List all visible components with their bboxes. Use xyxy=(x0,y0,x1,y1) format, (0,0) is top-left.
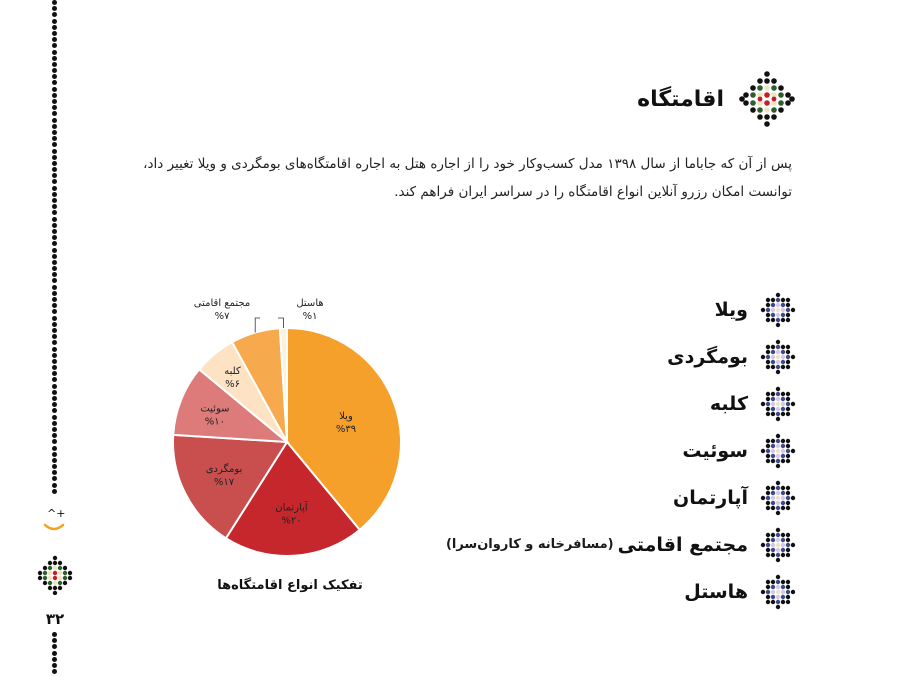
rail-ornament-icon xyxy=(37,555,73,595)
section-header xyxy=(637,70,796,128)
ornament-bullet-icon xyxy=(760,386,796,422)
rail-dot xyxy=(52,198,57,203)
rail-dot xyxy=(52,458,57,463)
rail-dot xyxy=(52,464,57,469)
pie-slice-value: %۱ xyxy=(302,311,318,322)
rail-dot xyxy=(52,415,57,420)
rail-dot xyxy=(52,353,57,358)
list-item xyxy=(446,333,796,380)
pie-slice-value: %۲۰ xyxy=(281,515,302,527)
rail-dot xyxy=(52,334,57,339)
list-item-label: هاستل xyxy=(684,580,748,603)
list-item xyxy=(446,380,796,427)
rail-dot xyxy=(52,111,57,116)
pie-slice-name: سوئیت xyxy=(200,403,230,415)
rail-dot xyxy=(52,632,57,637)
rail-dot xyxy=(52,316,57,321)
pie-slice-value: %۶ xyxy=(225,379,240,391)
intro-paragraph: پس از آن که جاباما از سال ۱۳۹۸ مدل کسب‌وکار خود را از اجاره هتل به اجاره اقامتگاه‌های بومگردی و ویلا تغییر داد، توانست امکان رزرو آنلاین انواع اقامتگاه را در سراسر ایران فراهم کند. xyxy=(143,156,792,200)
list-item xyxy=(446,568,796,615)
ornament-bullet-icon xyxy=(760,574,796,610)
rail-dot xyxy=(52,19,57,24)
rail-dot xyxy=(52,303,57,308)
rail-dot xyxy=(52,149,57,154)
pie-slice-value: %۱۰ xyxy=(204,416,226,428)
rail-dot xyxy=(52,179,57,184)
rail-dot xyxy=(52,136,57,141)
rail-dot xyxy=(52,365,57,370)
rail-dots-bottom xyxy=(48,632,60,675)
svg-text:^+: ^+ xyxy=(47,507,66,520)
rail-dot xyxy=(52,476,57,481)
pie-slice-value: %۳۹ xyxy=(335,423,357,435)
rail-dot xyxy=(52,371,57,376)
rail-dot xyxy=(52,260,57,265)
pie-chart xyxy=(160,290,420,580)
rail-dot xyxy=(52,470,57,475)
ornament-bullet-icon xyxy=(760,480,796,516)
rail-dot xyxy=(52,167,57,172)
rail-dot xyxy=(52,402,57,407)
rail-dot xyxy=(52,74,57,79)
rail-dot xyxy=(52,328,57,333)
rail-dot xyxy=(52,204,57,209)
ornament-bullet-icon xyxy=(760,292,796,328)
list-item-label: آپارتمان xyxy=(673,486,748,509)
rail-dot xyxy=(52,37,57,42)
rail-dot xyxy=(52,186,57,191)
pie-slice-name: کلبه xyxy=(224,366,241,378)
list-item-label: ویلا xyxy=(714,298,748,321)
rail-dot xyxy=(52,390,57,395)
rail-dot xyxy=(52,254,57,259)
rail-dots-top xyxy=(48,0,60,495)
rail-dot xyxy=(52,657,57,662)
list-item-label: مجتمع اقامتی xyxy=(617,533,748,556)
rail-dot xyxy=(52,161,57,166)
rail-dot xyxy=(52,309,57,314)
rail-dot xyxy=(52,210,57,215)
pie-slice-name: هاستل xyxy=(296,298,324,309)
list-item-label: بومگردی xyxy=(667,345,748,368)
rail-dot xyxy=(52,452,57,457)
rail-dot xyxy=(52,99,57,104)
rail-dot xyxy=(52,421,57,426)
rail-dot xyxy=(52,142,57,147)
accommodation-list xyxy=(446,286,796,615)
rail-dot xyxy=(52,427,57,432)
rail-dot xyxy=(52,87,57,92)
rail-dot xyxy=(52,651,57,656)
rail-dot xyxy=(52,93,57,98)
rail-dot xyxy=(52,483,57,488)
list-item xyxy=(446,521,796,568)
rail-dot xyxy=(52,408,57,413)
rail-dot xyxy=(52,669,57,674)
pie-leader-line xyxy=(278,318,283,328)
chart-caption: تفکیک انواع اقامتگاه‌ها xyxy=(217,578,363,593)
rail-dot xyxy=(52,340,57,345)
rail-dot xyxy=(52,25,57,30)
rail-dot xyxy=(52,291,57,296)
rail-dot xyxy=(52,192,57,197)
rail-dot xyxy=(52,384,57,389)
rail-dot xyxy=(52,6,57,11)
rail-dot xyxy=(52,0,57,5)
rail-dot xyxy=(52,396,57,401)
pie-slice-name: آپارتمان xyxy=(275,502,308,514)
rail-dot xyxy=(52,644,57,649)
pie-slice-name: مجتمع اقامتی xyxy=(193,298,251,309)
header-ornament-icon xyxy=(738,70,796,128)
rail-dot xyxy=(52,56,57,61)
list-item xyxy=(446,427,796,474)
rail-dot xyxy=(52,359,57,364)
rail-dot xyxy=(52,80,57,85)
page-title: اقامتگاه xyxy=(637,86,724,112)
rail-dot xyxy=(52,43,57,48)
rail-dot xyxy=(52,68,57,73)
list-item-label: کلبه xyxy=(709,392,748,415)
ornament-bullet-icon xyxy=(760,339,796,375)
pie-slice-name: ویلا xyxy=(339,410,353,422)
rail-dot xyxy=(52,248,57,253)
ornament-bullet-icon xyxy=(760,433,796,469)
pie-leader-line xyxy=(255,318,260,333)
rail-dot xyxy=(52,663,57,668)
page-number: ۳۲ xyxy=(45,610,65,628)
rail-dot xyxy=(52,229,57,234)
ornament-bullet-icon xyxy=(760,527,796,563)
rail-dot xyxy=(52,105,57,110)
rail-dot xyxy=(52,130,57,135)
rail-dot xyxy=(52,377,57,382)
pie-slice-value: %۱۷ xyxy=(213,477,235,489)
rail-dot xyxy=(52,278,57,283)
rail-dot xyxy=(52,433,57,438)
rail-dot xyxy=(52,173,57,178)
rail-dot xyxy=(52,124,57,129)
rail-dot xyxy=(52,31,57,36)
rail-dot xyxy=(52,223,57,228)
list-item-sublabel: (مسافرخانه و کاروان‌سرا) xyxy=(445,537,614,552)
smile-icon xyxy=(36,506,72,536)
rail-dot xyxy=(52,489,57,494)
rail-dot xyxy=(52,347,57,352)
rail-dot xyxy=(52,235,57,240)
list-item xyxy=(446,286,796,333)
rail-dot xyxy=(52,638,57,643)
list-item-label: سوئیت xyxy=(682,439,748,462)
rail-dot xyxy=(52,266,57,271)
pie-slice-name: بومگردی xyxy=(205,464,243,476)
rail-dot xyxy=(52,12,57,17)
pie-slice-value: %۷ xyxy=(214,311,230,322)
rail-dot xyxy=(52,241,57,246)
rail-dot xyxy=(52,439,57,444)
rail-dot xyxy=(52,446,57,451)
rail-dot xyxy=(52,297,57,302)
rail-dot xyxy=(52,50,57,55)
rail-dot xyxy=(52,155,57,160)
list-item xyxy=(446,474,796,521)
rail-dot xyxy=(52,217,57,222)
rail-dot xyxy=(52,272,57,277)
rail-dot xyxy=(52,322,57,327)
rail-dot xyxy=(52,118,57,123)
rail-dot xyxy=(52,62,57,67)
rail-dot xyxy=(52,285,57,290)
